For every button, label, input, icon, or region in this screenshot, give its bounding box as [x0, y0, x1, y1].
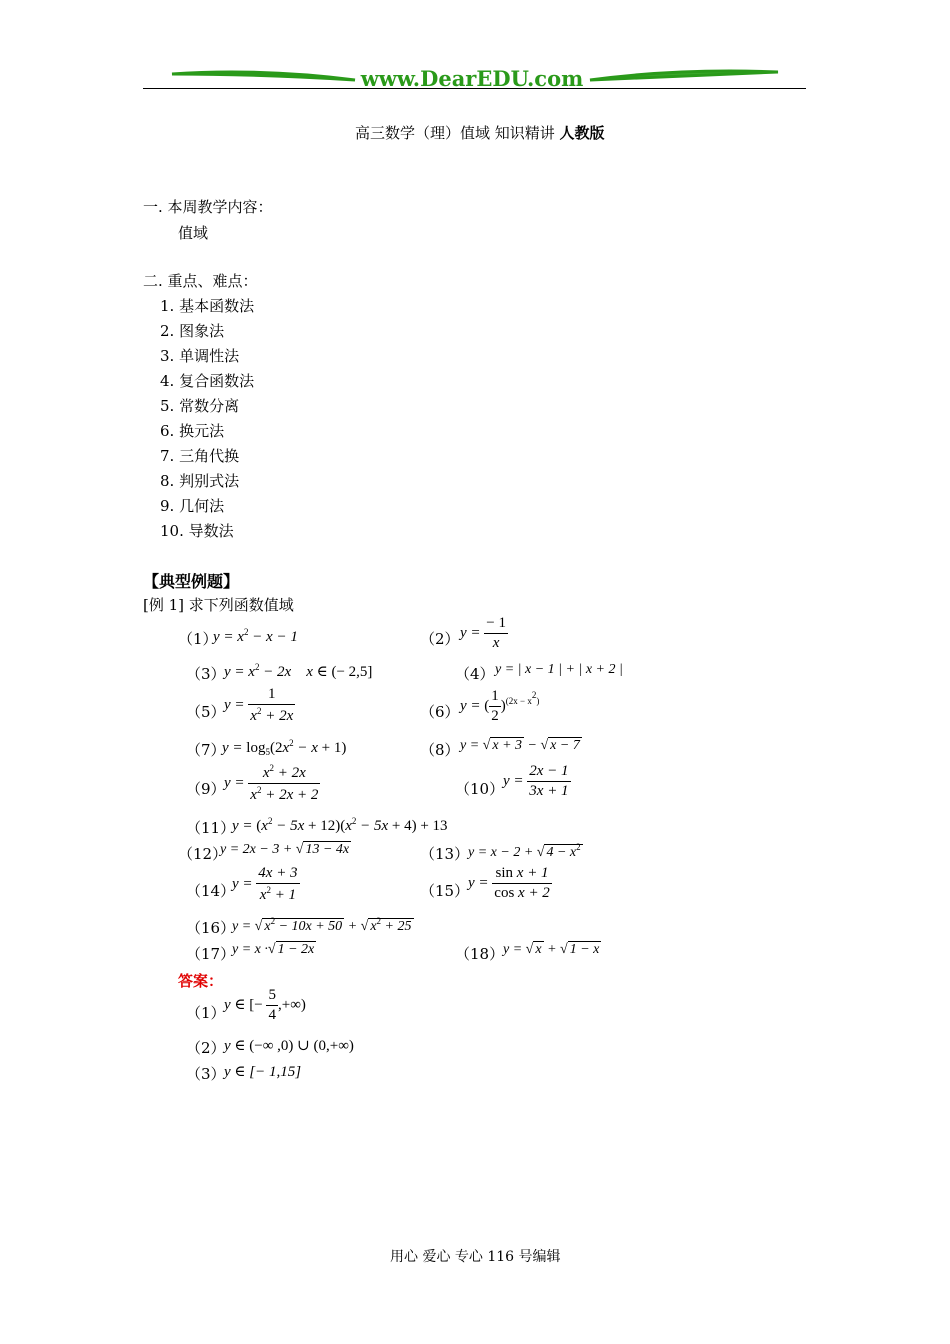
list-item: 8. 判别式法: [160, 472, 240, 490]
list-item: 4. 复合函数法: [160, 372, 255, 390]
math-formula: y ∈ [− $\frac{5}{4}$ ,+∞): [224, 987, 306, 1023]
list-item: 6. 换元法: [160, 422, 225, 440]
problem-label: （18）: [455, 945, 505, 963]
page-title: [355, 122, 605, 143]
list-item: 1. 基本函数法: [160, 297, 255, 315]
logo-text: www.DearEDU.com: [360, 66, 584, 91]
problem-label: （12）: [178, 845, 228, 863]
math-formula: y ∈ (−∞ ,0) ∪ (0,+∞): [224, 1038, 354, 1054]
problem-label: （17）: [186, 945, 236, 963]
problem-label: （2）: [420, 630, 460, 648]
problem-label: （15）: [420, 882, 470, 900]
math-formula: $y = \log_5(2x^2 - x + 1)$: [222, 738, 347, 757]
problem-label: （10）: [455, 780, 505, 798]
list-item: 10. 导数法: [160, 522, 234, 540]
math-formula: y = $\frac{2x - 1}{3x + 1}$: [503, 763, 569, 799]
math-formula: y = ( $\frac{1}{2}$ )$^{(2x - x^2)}$: [460, 688, 540, 724]
problem-label: （11）: [186, 819, 236, 837]
math-formula: y = x − 2 + √ $4 - x^2$: [468, 842, 581, 860]
math-formula: y = √ $x^2 - 10x + 50$ + √ $x^2 + 25$: [232, 916, 412, 934]
title-bold: 人教版: [559, 124, 605, 142]
problem-label: （4）: [455, 665, 495, 683]
section1-heading: 一. 本周教学内容：: [143, 198, 273, 216]
section1-content: 值域: [178, 224, 209, 242]
problem-label: （8）: [420, 741, 460, 759]
math-formula: y = $\frac{1}{x^2 + 2x}$: [224, 686, 294, 724]
section2-heading: 二. 重点、难点：: [143, 272, 258, 290]
list-item: 5. 常数分离: [160, 397, 240, 415]
math-formula: y = $\frac{\text{sin x + 1}}{\text{cos x + 2}}$: [468, 865, 550, 901]
problem-label: （14）: [186, 882, 236, 900]
math-formula: y = 2x − 3 + √ 13 − 4x: [220, 842, 350, 857]
problem-label: （13）: [420, 845, 470, 863]
math-formula: y = $\frac{x^2 + 2x}{x^2 + 2x + 2}$: [224, 763, 319, 803]
problem-label: （6）: [420, 703, 460, 721]
answer-formula: y ∈ [− 1,15]: [224, 1064, 302, 1080]
math-formula: $y = (x^2 - 5x + 12)(x^2 - 5x + 4) + 13$: [232, 816, 448, 834]
math-formula: y = $\frac{- 1}{x}$: [460, 615, 506, 651]
problem-label: （1）: [178, 630, 218, 648]
answer-label: （3）: [186, 1065, 226, 1083]
answer-label: （2）: [186, 1039, 226, 1057]
header-rule: [143, 88, 806, 89]
answers-label: 答案：: [178, 972, 224, 990]
problem-label: （3）: [186, 665, 226, 683]
title-main: 高三数学（理）值域 知识精讲: [355, 124, 560, 142]
math-formula: $y = x^2 - x - 1$: [213, 627, 298, 645]
problem-label: （16）: [186, 919, 236, 937]
list-item: 7. 三角代换: [160, 447, 240, 465]
examples-heading: 【典型例题】: [143, 572, 240, 591]
math-formula: y = x ·√ 1 − 2x: [232, 942, 315, 957]
math-formula: y = √ x + √ 1 − x: [503, 942, 600, 957]
list-item: 3. 单调性法: [160, 347, 240, 365]
problem-label: （9）: [186, 780, 226, 798]
problem-label: （7）: [186, 741, 226, 759]
problem-label: （5）: [186, 703, 226, 721]
math-formula: y = √ x + 3 − √ x − 7: [460, 738, 580, 753]
list-item: 9. 几何法: [160, 497, 225, 515]
list-item: 2. 图象法: [160, 322, 225, 340]
math-formula: y = $\frac{4x + 3}{x^2 + 1}$: [232, 865, 298, 903]
math-formula: $y = x^2 - 2x$ x ∈ (− 2,5]: [224, 662, 373, 680]
answer-label: （1）: [186, 1004, 226, 1022]
page-footer: 用心 爱心 专心 116 号编辑: [390, 1249, 561, 1265]
example1-title: [例 1] 求下列函数值域: [143, 596, 294, 614]
math-formula: y = | x − 1 | + | x + 2 |: [495, 662, 623, 677]
